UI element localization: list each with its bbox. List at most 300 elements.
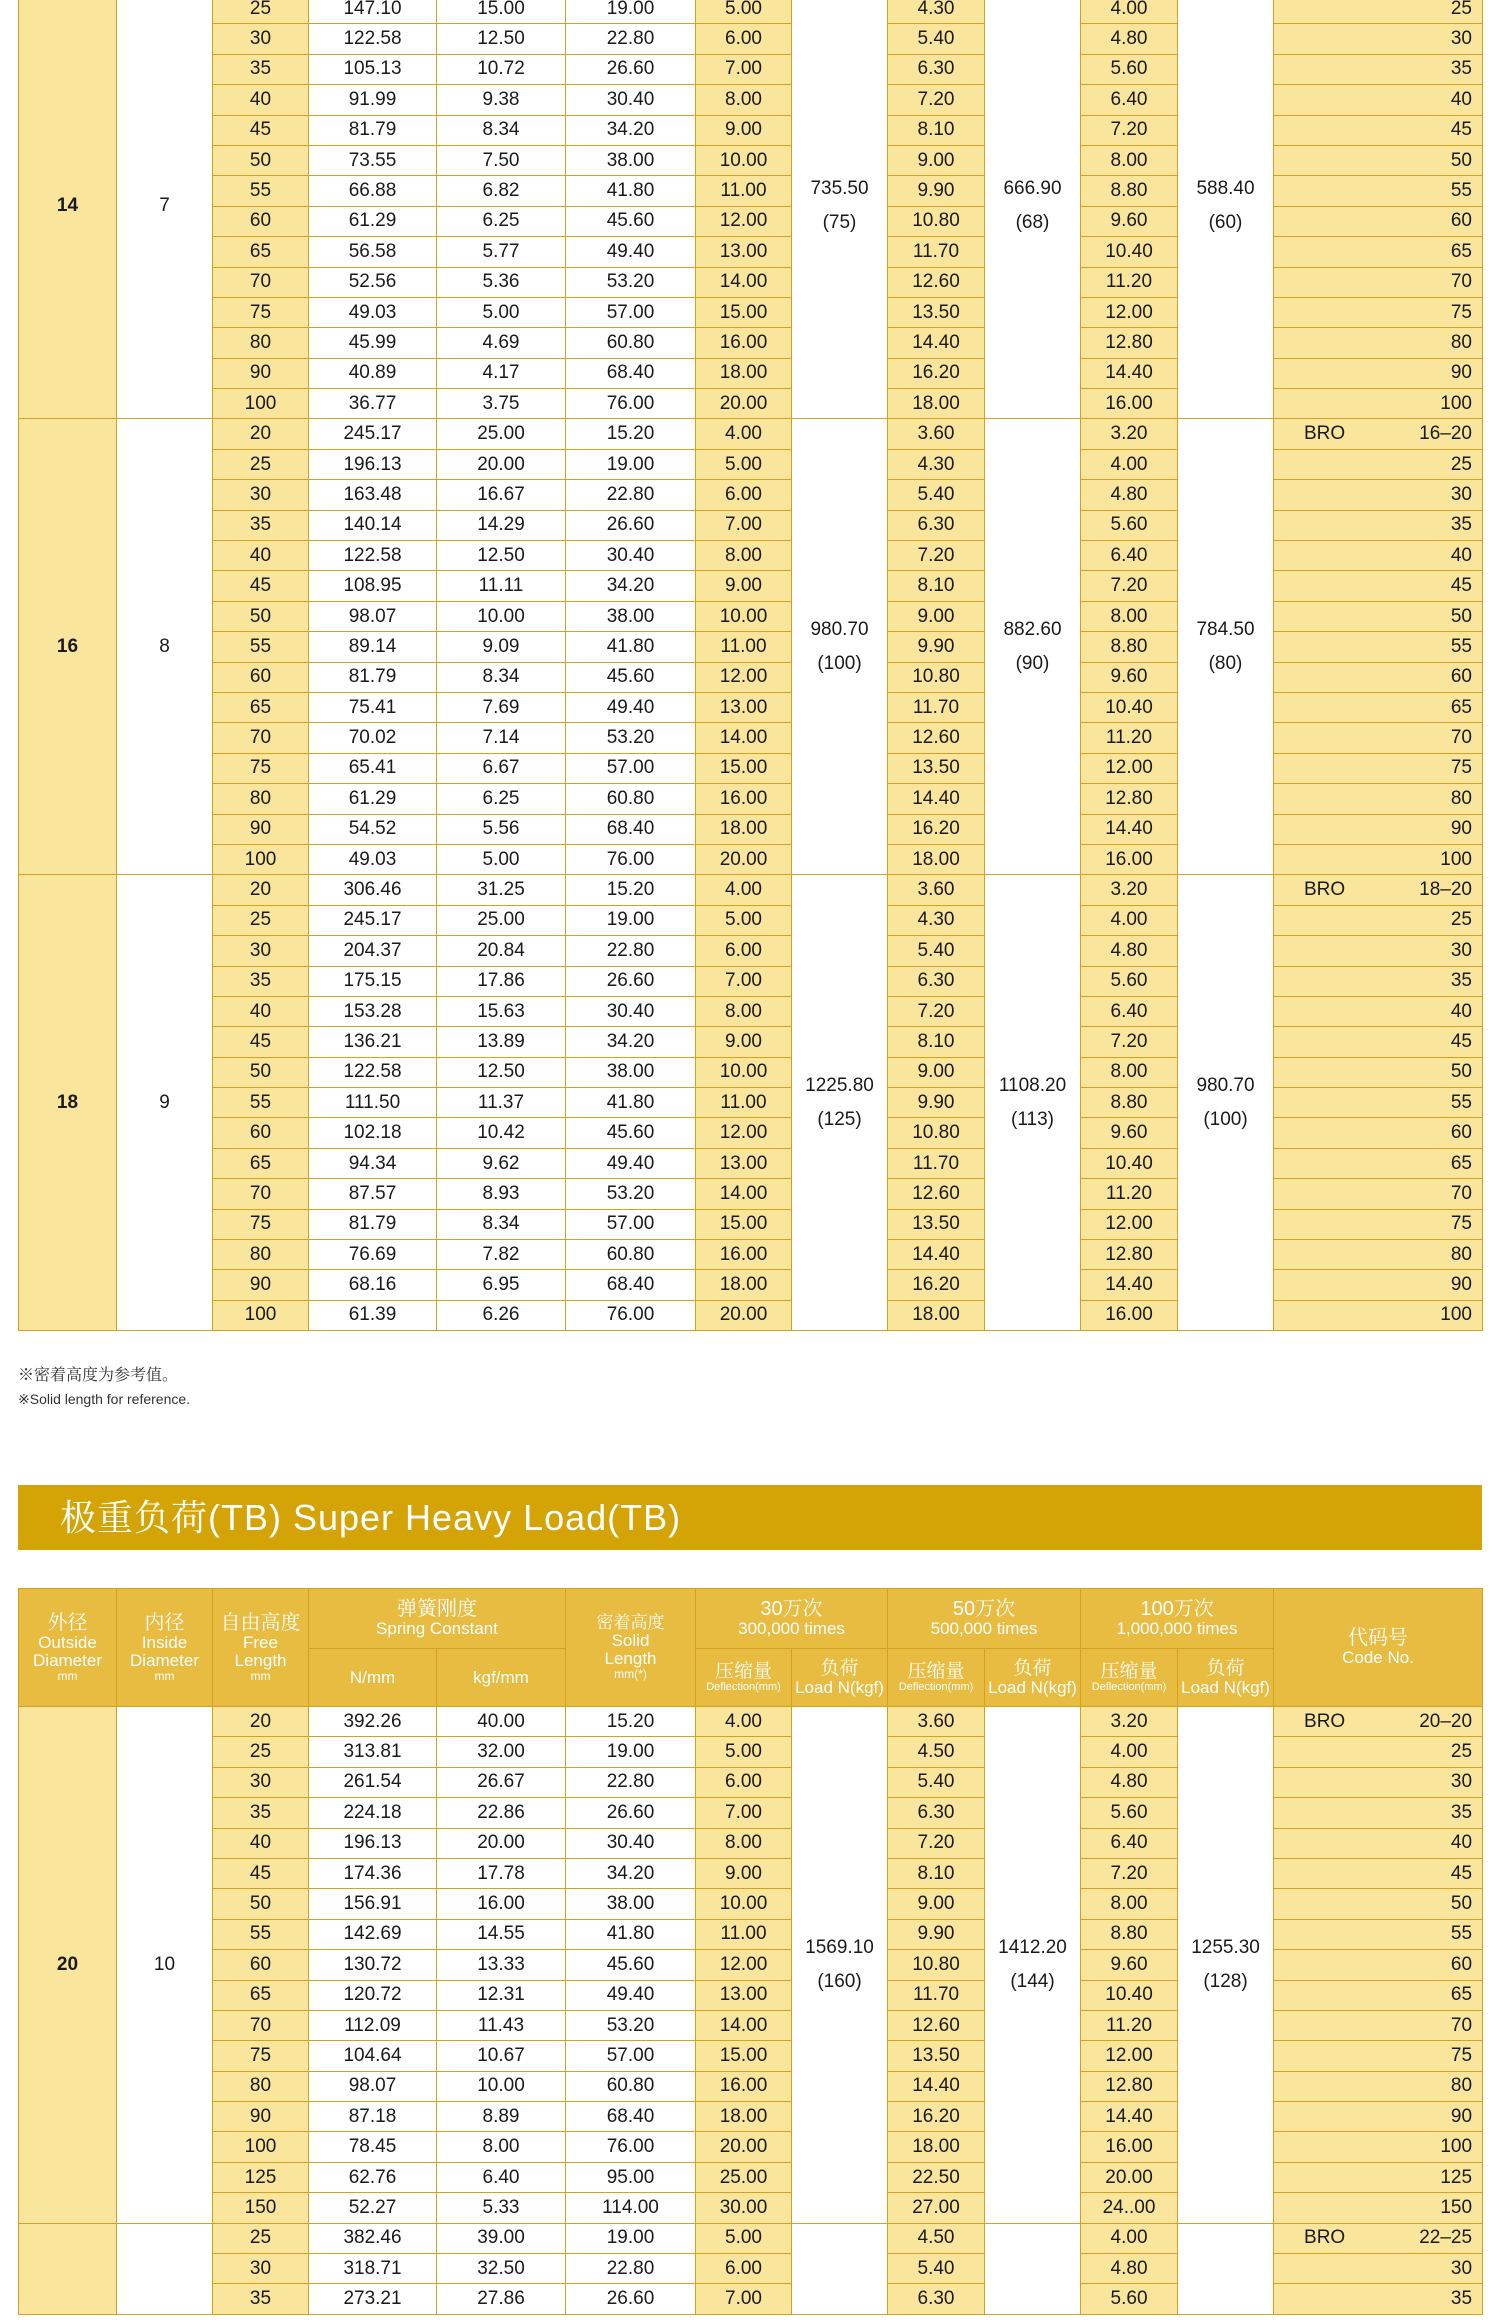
deflection-500k-cell: 4.30 [888,0,985,24]
spring-nmm-cell: 140.14 [309,510,437,540]
free-length-cell: 35 [213,966,309,996]
code-number: 80 [1450,787,1472,809]
spring-nmm-cell: 175.15 [309,966,437,996]
spring-kgfmm-cell: 12.50 [437,541,566,571]
header-load-500k: 负荷 Load N(kgf) [985,1649,1081,1707]
spring-kgfmm-cell: 12.50 [437,24,566,54]
deflection-500k-cell: 5.40 [888,480,985,510]
deflection-500k-cell: 11.70 [888,1980,985,2010]
free-length-cell: 20 [213,1707,309,1737]
deflection-1m-cell: 12.80 [1081,2071,1178,2101]
deflection-300k-cell: 6.00 [696,2254,792,2284]
code-no-cell [1274,2193,1483,2223]
solid-length-cell: 49.40 [566,1148,696,1178]
code-no-cell [1274,753,1483,783]
spring-nmm-cell: 104.64 [309,2041,437,2071]
spring-kgfmm-cell: 17.86 [437,966,566,996]
spring-kgfmm-cell: 6.40 [437,2162,566,2192]
spring-nmm-cell: 76.69 [309,1240,437,1270]
spring-kgfmm-cell: 8.34 [437,662,566,692]
spring-kgfmm-cell: 20.84 [437,936,566,966]
code-number: 80 [1450,1243,1472,1265]
deflection-300k-cell: 9.00 [696,1027,792,1057]
load-300k-cell [792,2223,888,2314]
code-no-cell [1274,2162,1483,2192]
deflection-500k-cell: 10.80 [888,1118,985,1148]
spring-nmm-cell: 122.58 [309,24,437,54]
deflection-500k-cell: 3.60 [888,875,985,905]
spring-nmm-cell: 66.88 [309,176,437,206]
deflection-500k-cell: 4.30 [888,449,985,479]
spring-nmm-cell: 122.58 [309,1057,437,1087]
deflection-500k-cell: 27.00 [888,2193,985,2223]
deflection-500k-cell: 9.90 [888,1088,985,1118]
solid-length-cell: 57.00 [566,753,696,783]
deflection-500k-cell: 4.50 [888,1737,985,1767]
code-number: 60 [1450,210,1472,232]
free-length-cell: 80 [213,328,309,358]
load-1m-n: 980.70 [1196,1074,1255,1096]
solid-length-cell: 41.80 [566,632,696,662]
spring-kgfmm-cell: 16.00 [437,1889,566,1919]
code-no-cell [1274,0,1483,24]
code-number: 30 [1450,28,1472,50]
solid-length-cell: 53.20 [566,267,696,297]
solid-length-cell: 38.00 [566,1057,696,1087]
header-free-length: 自由高度 Free Length mm [213,1589,309,1707]
spring-kgfmm-cell: 25.00 [437,905,566,935]
spring-nmm-cell: 49.03 [309,297,437,327]
free-length-cell: 70 [213,267,309,297]
deflection-300k-cell: 16.00 [696,328,792,358]
free-length-cell: 70 [213,723,309,753]
load-500k-cell [985,419,1081,875]
spring-kgfmm-cell: 5.36 [437,267,566,297]
free-length-cell: 20 [213,419,309,449]
deflection-1m-cell: 20.00 [1081,2162,1178,2192]
solid-length-cell: 60.80 [566,784,696,814]
deflection-1m-cell: 12.00 [1081,297,1178,327]
header-defl-300k: 压缩量 Deflection(mm) [696,1649,792,1707]
deflection-1m-cell: 12.80 [1081,328,1178,358]
code-no-cell [1274,24,1483,54]
deflection-1m-cell: 5.60 [1081,54,1178,84]
spring-nmm-cell: 61.29 [309,206,437,236]
code-number: 60 [1450,1122,1472,1144]
solid-length-cell: 22.80 [566,936,696,966]
deflection-300k-cell: 11.00 [696,1088,792,1118]
spring-kgfmm-cell: 6.25 [437,784,566,814]
load-300k-cell [792,1707,888,2224]
solid-length-cell: 15.20 [566,1707,696,1737]
spring-nmm-cell: 204.37 [309,936,437,966]
spring-kgfmm-cell: 10.42 [437,1118,566,1148]
deflection-300k-cell: 14.00 [696,723,792,753]
free-length-cell: 35 [213,1798,309,1828]
deflection-1m-cell: 16.00 [1081,2132,1178,2162]
free-length-cell: 60 [213,1950,309,1980]
solid-length-cell: 76.00 [566,2132,696,2162]
solid-length-cell: 68.40 [566,2102,696,2132]
code-no-cell [1274,2010,1483,2040]
spring-nmm-cell: 81.79 [309,115,437,145]
free-length-cell: 45 [213,115,309,145]
spring-nmm-cell: 36.77 [309,389,437,419]
code-no-cell [1274,297,1483,327]
table-row [19,0,1483,24]
table-row [19,2223,1483,2253]
free-length-cell: 60 [213,662,309,692]
header-kgfmm: kgf/mm [437,1649,566,1707]
free-length-cell: 20 [213,875,309,905]
deflection-300k-cell: 20.00 [696,2132,792,2162]
code-number: 30 [1450,1771,1473,1793]
code-no-cell [1274,1798,1483,1828]
spring-kgfmm-cell: 8.34 [437,1209,566,1239]
code-no-cell [1274,2284,1483,2314]
code-number: 55 [1450,1091,1472,1113]
code-number: 30 [1450,939,1472,961]
deflection-300k-cell: 10.00 [696,1889,792,1919]
deflection-300k-cell: 6.00 [696,480,792,510]
spring-nmm-cell: 245.17 [309,419,437,449]
deflection-500k-cell: 11.70 [888,1148,985,1178]
deflection-1m-cell: 4.80 [1081,1767,1178,1797]
deflection-300k-cell: 30.00 [696,2193,792,2223]
solid-length-cell: 95.00 [566,2162,696,2192]
deflection-1m-cell: 4.80 [1081,24,1178,54]
code-number: 50 [1450,1061,1472,1083]
deflection-500k-cell: 3.60 [888,1707,985,1737]
load-500k-n: 1412.20 [998,1936,1067,1958]
spring-nmm-cell: 105.13 [309,54,437,84]
spring-kgfmm-cell: 7.50 [437,145,566,175]
free-length-cell: 70 [213,1179,309,1209]
deflection-300k-cell: 15.00 [696,753,792,783]
free-length-cell: 55 [213,176,309,206]
deflection-500k-cell: 13.50 [888,1209,985,1239]
code-number: 75 [1450,2044,1473,2066]
solid-length-cell: 30.40 [566,541,696,571]
deflection-1m-cell: 8.00 [1081,145,1178,175]
section-banner [18,1485,1482,1550]
code-number: 22–25 [1419,2227,1473,2249]
code-number: 16–20 [1419,423,1472,445]
spring-nmm-cell: 56.58 [309,237,437,267]
code-number: 65 [1450,696,1472,718]
code-no-cell [1274,328,1483,358]
deflection-500k-cell: 4.30 [888,905,985,935]
deflection-1m-cell: 5.60 [1081,2284,1178,2314]
header-defl-1m: 压缩量 Deflection(mm) [1081,1649,1178,1707]
deflection-300k-cell: 20.00 [696,389,792,419]
solid-length-cell: 57.00 [566,1209,696,1239]
deflection-300k-cell: 4.00 [696,419,792,449]
spring-nmm-cell: 61.39 [309,1300,437,1330]
spring-kgfmm-cell: 6.82 [437,176,566,206]
deflection-300k-cell: 8.00 [696,85,792,115]
code-number: 40 [1450,88,1472,110]
solid-length-cell: 26.60 [566,54,696,84]
spring-kgfmm-cell: 31.25 [437,875,566,905]
deflection-500k-cell: 8.10 [888,1858,985,1888]
spring-nmm-cell: 120.72 [309,1980,437,2010]
spring-nmm-cell: 75.41 [309,692,437,722]
footnote [18,1362,190,1408]
free-length-cell: 25 [213,2223,309,2253]
deflection-500k-cell: 9.90 [888,176,985,206]
code-no-cell [1274,784,1483,814]
spring-kgfmm-cell: 10.72 [437,54,566,84]
header-life-500k: 50万次 500,000 times [888,1589,1081,1649]
code-no-cell [1274,1950,1483,1980]
deflection-1m-cell: 8.80 [1081,1919,1178,1949]
solid-length-cell: 45.60 [566,1118,696,1148]
solid-length-cell: 68.40 [566,1270,696,1300]
free-length-cell: 65 [213,692,309,722]
spring-nmm-cell: 73.55 [309,145,437,175]
code-no-cell [1274,267,1483,297]
code-no-cell [1274,1027,1483,1057]
code-no-cell [1274,905,1483,935]
deflection-300k-cell: 14.00 [696,1179,792,1209]
solid-length-cell: 34.20 [566,1027,696,1057]
free-length-cell: 80 [213,2071,309,2101]
spring-nmm-cell: 130.72 [309,1950,437,1980]
code-no-cell [1274,844,1483,874]
deflection-300k-cell: 18.00 [696,1270,792,1300]
code-no-cell [1274,1088,1483,1118]
deflection-500k-cell: 6.30 [888,1798,985,1828]
solid-length-cell: 38.00 [566,601,696,631]
spring-nmm-cell: 196.13 [309,1828,437,1858]
deflection-300k-cell: 18.00 [696,814,792,844]
free-length-cell: 55 [213,1919,309,1949]
spring-nmm-cell: 81.79 [309,662,437,692]
spring-kgfmm-cell: 12.31 [437,1980,566,2010]
code-prefix: BRO [1304,423,1346,445]
deflection-300k-cell: 10.00 [696,601,792,631]
code-no-cell [1274,1300,1483,1330]
deflection-1m-cell: 14.40 [1081,814,1178,844]
solid-length-cell: 34.20 [566,115,696,145]
load-300k-n: 1569.10 [805,1936,874,1958]
spring-kgfmm-cell: 39.00 [437,2223,566,2253]
spring-kgfmm-cell: 8.34 [437,115,566,145]
code-no-cell [1274,2223,1483,2253]
header-load-1m: 负荷 Load N(kgf) [1178,1649,1274,1707]
footnote-en: ※Solid length for reference. [18,1391,191,1407]
solid-length-cell: 19.00 [566,1737,696,1767]
deflection-500k-cell: 12.60 [888,723,985,753]
code-number: 40 [1450,544,1472,566]
solid-length-cell: 34.20 [566,571,696,601]
spring-kgfmm-cell: 10.00 [437,601,566,631]
free-length-cell: 30 [213,480,309,510]
code-number: 75 [1450,1213,1472,1235]
header-nmm: N/mm [309,1649,437,1707]
super-heavy-table-body [19,1707,1483,2315]
deflection-1m-cell: 4.00 [1081,0,1178,24]
deflection-300k-cell: 16.00 [696,784,792,814]
header-code-no: 代码号 Code No. [1274,1589,1483,1707]
spring-nmm-cell: 108.95 [309,571,437,601]
deflection-300k-cell: 5.00 [696,0,792,24]
load-500k-cell [985,1707,1081,2224]
spring-nmm-cell: 45.99 [309,328,437,358]
spring-kgfmm-cell: 5.77 [437,237,566,267]
spring-nmm-cell: 65.41 [309,753,437,783]
spring-kgfmm-cell: 26.67 [437,1767,566,1797]
deflection-300k-cell: 6.00 [696,936,792,966]
deflection-300k-cell: 20.00 [696,844,792,874]
code-no-cell [1274,1707,1483,1737]
load-500k-kgf: (90) [1015,652,1050,674]
code-no-cell [1274,449,1483,479]
code-prefix: BRO [1304,2227,1346,2249]
load-1m-kgf: (100) [1203,1108,1248,1130]
free-length-cell: 65 [213,1980,309,2010]
spring-kgfmm-cell: 14.55 [437,1919,566,1949]
spring-kgfmm-cell: 4.17 [437,358,566,388]
deflection-300k-cell: 11.00 [696,1919,792,1949]
spring-kgfmm-cell: 15.63 [437,996,566,1026]
free-length-cell: 150 [213,2193,309,2223]
code-no-cell [1274,1270,1483,1300]
spring-nmm-cell: 98.07 [309,601,437,631]
solid-length-cell: 41.80 [566,1919,696,1949]
load-500k-cell [985,0,1081,419]
deflection-500k-cell: 5.40 [888,1767,985,1797]
table-row [19,875,1483,905]
deflection-500k-cell: 5.40 [888,2254,985,2284]
load-1m-cell [1178,419,1274,875]
footnote-zh: ※密着高度为参考值。 [18,1367,179,1384]
code-no-cell [1274,1240,1483,1270]
free-length-cell: 25 [213,1737,309,1767]
outside-diameter-cell: 16 [19,419,117,875]
free-length-cell: 40 [213,541,309,571]
deflection-1m-cell: 6.40 [1081,85,1178,115]
spring-nmm-cell: 54.52 [309,814,437,844]
deflection-500k-cell: 3.60 [888,419,985,449]
solid-length-cell: 53.20 [566,2010,696,2040]
deflection-1m-cell: 12.80 [1081,784,1178,814]
spring-kgfmm-cell: 11.37 [437,1088,566,1118]
deflection-1m-cell: 8.80 [1081,632,1178,662]
deflection-500k-cell: 4.50 [888,2223,985,2253]
deflection-300k-cell: 10.00 [696,145,792,175]
load-1m-cell [1178,2223,1274,2314]
code-number: 75 [1450,301,1472,323]
solid-length-cell: 45.60 [566,1950,696,1980]
spring-nmm-cell: 70.02 [309,723,437,753]
spring-kgfmm-cell: 32.00 [437,1737,566,1767]
spring-kgfmm-cell: 6.95 [437,1270,566,1300]
deflection-500k-cell: 6.30 [888,54,985,84]
free-length-cell: 25 [213,905,309,935]
header-inside-diameter: 内径 Inside Diameter mm [117,1589,213,1707]
solid-length-cell: 68.40 [566,358,696,388]
deflection-500k-cell: 18.00 [888,2132,985,2162]
code-no-cell [1274,571,1483,601]
solid-length-cell: 38.00 [566,1889,696,1919]
spring-kgfmm-cell: 20.00 [437,1828,566,1858]
free-length-cell: 65 [213,237,309,267]
solid-length-cell: 60.80 [566,328,696,358]
deflection-500k-cell: 14.40 [888,2071,985,2101]
code-number: 50 [1450,1893,1473,1915]
solid-length-cell: 19.00 [566,905,696,935]
deflection-300k-cell: 9.00 [696,1858,792,1888]
spring-nmm-cell: 224.18 [309,1798,437,1828]
code-number: 40 [1450,1832,1473,1854]
code-number: 30 [1450,483,1472,505]
spring-kgfmm-cell: 10.67 [437,2041,566,2071]
free-length-cell: 25 [213,449,309,479]
free-length-cell: 50 [213,1889,309,1919]
deflection-300k-cell: 12.00 [696,662,792,692]
spring-nmm-cell: 87.18 [309,2102,437,2132]
header-load-300k: 负荷 Load N(kgf) [792,1649,888,1707]
deflection-300k-cell: 16.00 [696,1240,792,1270]
solid-length-cell: 30.40 [566,1828,696,1858]
solid-length-cell: 15.20 [566,875,696,905]
deflection-1m-cell: 4.80 [1081,2254,1178,2284]
deflection-300k-cell: 8.00 [696,541,792,571]
deflection-1m-cell: 8.00 [1081,1889,1178,1919]
solid-length-cell: 76.00 [566,389,696,419]
deflection-300k-cell: 4.00 [696,1707,792,1737]
spring-nmm-cell: 142.69 [309,1919,437,1949]
code-number: 100 [1440,392,1472,414]
load-300k-cell [792,419,888,875]
load-1m-kgf: (60) [1208,212,1243,234]
code-no-cell [1274,1767,1483,1797]
code-no-cell [1274,237,1483,267]
spring-nmm-cell: 94.34 [309,1148,437,1178]
code-no-cell [1274,176,1483,206]
load-1m-cell [1178,875,1274,1331]
deflection-300k-cell: 7.00 [696,54,792,84]
spring-kgfmm-cell: 5.00 [437,844,566,874]
code-number: 20–20 [1419,1710,1473,1732]
spring-kgfmm-cell: 3.75 [437,389,566,419]
deflection-1m-cell: 11.20 [1081,2010,1178,2040]
spring-kgfmm-cell: 11.11 [437,571,566,601]
deflection-300k-cell: 9.00 [696,115,792,145]
deflection-1m-cell: 16.00 [1081,844,1178,874]
free-length-cell: 100 [213,844,309,874]
inside-diameter-cell [117,2223,213,2314]
code-number: 90 [1450,1274,1472,1296]
code-no-cell [1274,1737,1483,1767]
code-number: 100 [1440,848,1472,870]
free-length-cell: 75 [213,753,309,783]
code-number: 60 [1450,1953,1473,1975]
deflection-1m-cell: 6.40 [1081,996,1178,1026]
deflection-1m-cell: 7.20 [1081,1027,1178,1057]
code-number: 25 [1450,0,1472,19]
deflection-1m-cell: 14.40 [1081,1270,1178,1300]
solid-length-cell: 30.40 [566,996,696,1026]
spring-nmm-cell: 122.58 [309,541,437,571]
free-length-cell: 80 [213,784,309,814]
code-no-cell [1274,510,1483,540]
deflection-500k-cell: 7.20 [888,996,985,1026]
deflection-500k-cell: 16.20 [888,358,985,388]
deflection-1m-cell: 5.60 [1081,966,1178,996]
